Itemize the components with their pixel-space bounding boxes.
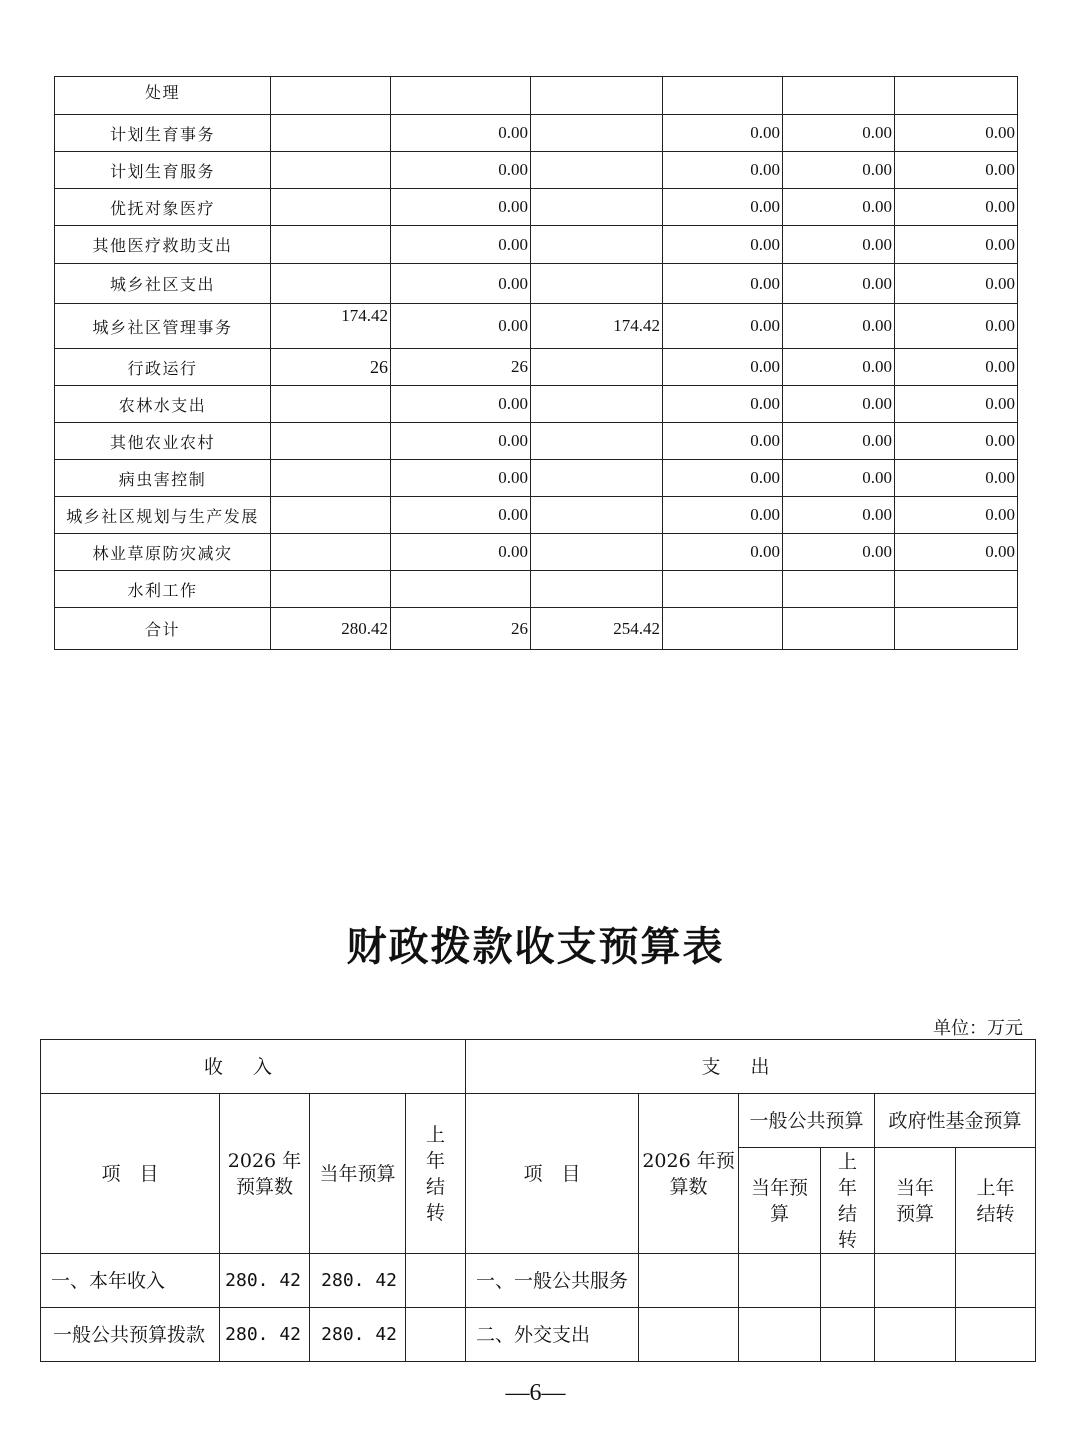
cell-c5: 0.00: [783, 497, 895, 534]
cell-c6: [895, 608, 1018, 650]
cell-c2: 0.00: [391, 460, 531, 497]
row-label: 其他医疗救助支出: [55, 226, 271, 264]
cell-c5: 0.00: [783, 226, 895, 264]
income-budget: 280. 42: [220, 1308, 310, 1362]
cell-c3: [531, 77, 663, 115]
cell-c2: 26: [391, 349, 531, 386]
table-row: [55, 115, 1018, 152]
cell-c5: 0.00: [783, 304, 895, 349]
table-row: [55, 386, 1018, 423]
cell-c3: [531, 386, 663, 423]
cell-c2: 0.00: [391, 423, 531, 460]
table-row: [55, 226, 1018, 264]
cell-c4: [663, 608, 783, 650]
cell-c4: 0.00: [663, 460, 783, 497]
cell-c5: 0.00: [783, 534, 895, 571]
row-label: 行政运行: [55, 349, 271, 386]
cell-c2: 0.00: [391, 534, 531, 571]
row-label: 病虫害控制: [55, 460, 271, 497]
row-label: 水利工作: [55, 571, 271, 608]
cell-c5: 0.00: [783, 264, 895, 304]
cell-c6: 0.00: [895, 189, 1018, 226]
cell-c2: 0.00: [391, 264, 531, 304]
cell-c6: 0.00: [895, 386, 1018, 423]
income-item: 一般公共预算拨款: [41, 1308, 220, 1362]
cell-c6: 0.00: [895, 534, 1018, 571]
cell-c1: [271, 423, 391, 460]
cell-c5: 0.00: [783, 349, 895, 386]
page-title: 财政拨款收支预算表: [346, 924, 725, 970]
cell-c4: [663, 77, 783, 115]
row-label: 计划生育事务: [55, 115, 271, 152]
cell-c1: [271, 534, 391, 571]
row-label: 合计: [55, 608, 271, 650]
cell-c3: [531, 571, 663, 608]
row-label: 城乡社区支出: [55, 264, 271, 304]
col-fund-carry-header: 上年结转: [956, 1148, 1036, 1254]
cell-c6: 0.00: [895, 304, 1018, 349]
cell-c3: [531, 460, 663, 497]
table-row: [55, 77, 1018, 115]
col-current-year-header: 当年预算: [310, 1094, 406, 1254]
unit-label: 单位：万元: [933, 1018, 1023, 1039]
cell-c4: 0.00: [663, 189, 783, 226]
col-expense-item-header: 项 目: [466, 1094, 639, 1254]
cell-c5: 0.00: [783, 460, 895, 497]
table-row: [41, 1308, 1036, 1362]
cell-c3: 254.42: [531, 608, 663, 650]
col-fund-current-header: 当年预算: [875, 1148, 956, 1254]
cell-c4: 0.00: [663, 386, 783, 423]
cell-c2: [391, 571, 531, 608]
row-label: 其他农业农村: [55, 423, 271, 460]
table-row: [55, 460, 1018, 497]
col-general-carry-header: 上年结转: [821, 1148, 875, 1254]
cell-c3: 174.42: [531, 304, 663, 349]
cell-c3: [531, 534, 663, 571]
cell-c6: 0.00: [895, 349, 1018, 386]
expenditure-table: [54, 76, 1018, 650]
cell-c4: 0.00: [663, 152, 783, 189]
expense-header: 支出: [466, 1040, 1036, 1094]
cell-c6: 0.00: [895, 264, 1018, 304]
cell-c1: 174.42: [271, 304, 391, 349]
row-label: 优抚对象医疗: [55, 189, 271, 226]
cell-c1: 280.42: [271, 608, 391, 650]
cell-c1: [271, 77, 391, 115]
income-carry: [406, 1254, 466, 1308]
col-item-header: 项 目: [41, 1094, 220, 1254]
cell-c2: 0.00: [391, 189, 531, 226]
cell-c6: 0.00: [895, 115, 1018, 152]
cell-c5: 0.00: [783, 115, 895, 152]
table-row: [55, 152, 1018, 189]
cell-c5: [783, 77, 895, 115]
income-carry: [406, 1308, 466, 1362]
cell-c6: [895, 77, 1018, 115]
table-row: [55, 264, 1018, 304]
row-label: 计划生育服务: [55, 152, 271, 189]
cell-c1: [271, 115, 391, 152]
cell-c1: [271, 386, 391, 423]
cell-c2: 0.00: [391, 115, 531, 152]
cell-c2: 0.00: [391, 152, 531, 189]
cell-c4: [663, 571, 783, 608]
row-label: 城乡社区规划与生产发展: [55, 497, 271, 534]
cell-c3: [531, 152, 663, 189]
cell-c1: [271, 460, 391, 497]
cell-c4: 0.00: [663, 497, 783, 534]
cell-c6: [895, 571, 1018, 608]
cell-c3: [531, 115, 663, 152]
cell-c4: 0.00: [663, 226, 783, 264]
cell-c3: [531, 423, 663, 460]
row-label: 农林水支出: [55, 386, 271, 423]
cell-c5: [783, 571, 895, 608]
cell-c3: [531, 349, 663, 386]
income-budget: 280. 42: [220, 1254, 310, 1308]
income-current: 280. 42: [310, 1308, 406, 1362]
table-row: [55, 534, 1018, 571]
cell-c1: [271, 497, 391, 534]
cell-c6: 0.00: [895, 152, 1018, 189]
cell-c4: 0.00: [663, 264, 783, 304]
col-gov-fund-header: 政府性基金预算: [875, 1094, 1036, 1148]
table-row: [55, 608, 1018, 650]
cell-c4: 0.00: [663, 534, 783, 571]
cell-c3: [531, 226, 663, 264]
row-label: 林业草原防灾减灾: [55, 534, 271, 571]
table-row: [55, 571, 1018, 608]
cell-c6: 0.00: [895, 226, 1018, 264]
cell-c5: 0.00: [783, 152, 895, 189]
table-row: [41, 1254, 1036, 1308]
col-general-current-header: 当年预算: [739, 1148, 821, 1254]
cell-c2: 26: [391, 608, 531, 650]
income-item: 一、本年收入: [41, 1254, 220, 1308]
income-current: 280. 42: [310, 1254, 406, 1308]
cell-c5: 0.00: [783, 386, 895, 423]
col-expense-budget-header: 2026 年预算数: [639, 1094, 739, 1254]
cell-c2: [391, 77, 531, 115]
cell-c3: [531, 264, 663, 304]
cell-c1: 26: [271, 349, 391, 386]
expense-item: 一、一般公共服务: [466, 1254, 639, 1308]
cell-c1: [271, 264, 391, 304]
table-row: [55, 349, 1018, 386]
cell-c2: 0.00: [391, 497, 531, 534]
cell-c4: 0.00: [663, 304, 783, 349]
cell-c4: 0.00: [663, 423, 783, 460]
cell-c6: 0.00: [895, 460, 1018, 497]
expense-item: 二、外交支出: [466, 1308, 639, 1362]
cell-c4: 0.00: [663, 349, 783, 386]
row-label: 城乡社区管理事务: [55, 304, 271, 349]
cell-c4: 0.00: [663, 115, 783, 152]
cell-c1: [271, 189, 391, 226]
cell-c6: 0.00: [895, 497, 1018, 534]
cell-c5: 0.00: [783, 423, 895, 460]
cell-c2: 0.00: [391, 226, 531, 264]
cell-c3: [531, 497, 663, 534]
cell-c6: 0.00: [895, 423, 1018, 460]
page-number: —6—: [505, 1380, 566, 1406]
cell-c5: [783, 608, 895, 650]
cell-c1: [271, 571, 391, 608]
table-row: [55, 497, 1018, 534]
table-row: [55, 189, 1018, 226]
cell-c2: 0.00: [391, 386, 531, 423]
cell-c5: 0.00: [783, 189, 895, 226]
col-general-budget-header: 一般公共预算: [739, 1094, 875, 1148]
cell-c1: [271, 226, 391, 264]
income-header: 收入: [41, 1040, 466, 1094]
cell-c1: [271, 152, 391, 189]
budget-table: [40, 1039, 1036, 1362]
cell-c3: [531, 189, 663, 226]
cell-c2: 0.00: [391, 304, 531, 349]
table-row: [55, 423, 1018, 460]
col-carryover-header: 上年结转: [406, 1094, 466, 1254]
row-label: 处理: [55, 77, 271, 115]
col-budget-2026-header: 2026 年预算数: [220, 1094, 310, 1254]
table-row: [55, 304, 1018, 349]
